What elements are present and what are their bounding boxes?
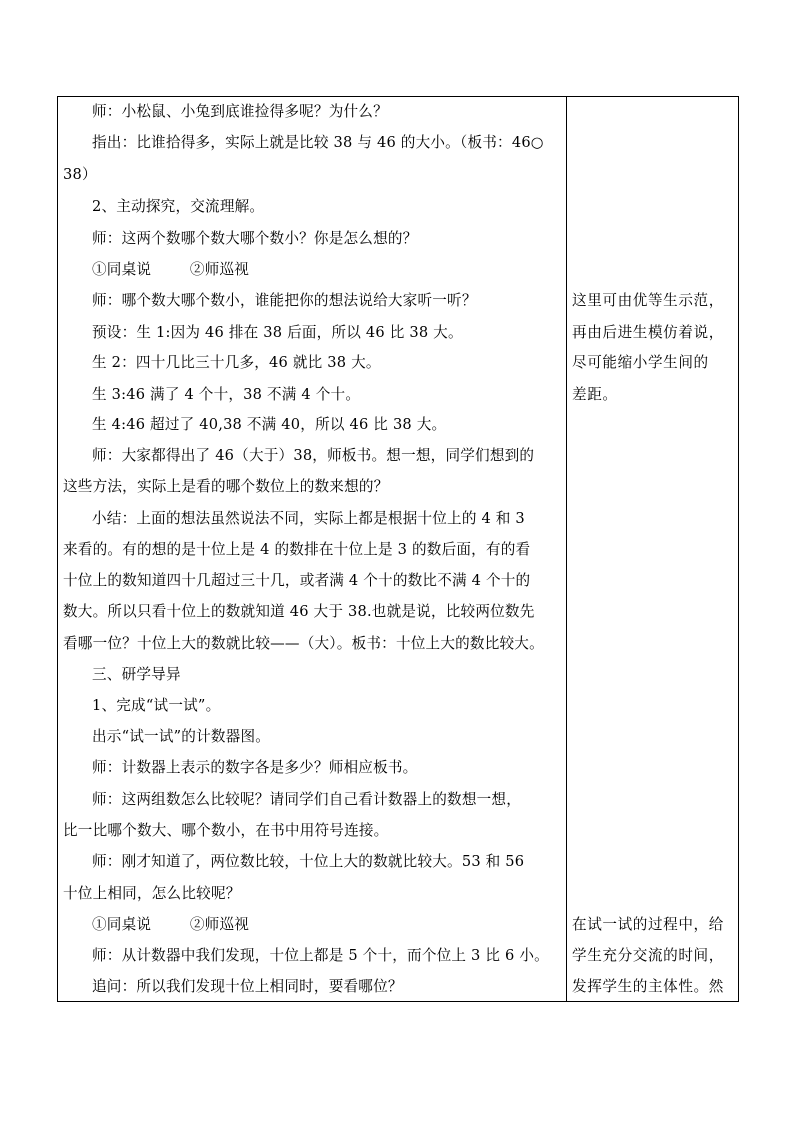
text-line: 2、主动探究，交流理解。 <box>92 198 265 215</box>
text-line: 十位上的数知道四十几超过三十几，或者满 4 个十的数比不满 4 个十的 <box>63 572 531 589</box>
note-line: 再由后进生模仿着说， <box>572 324 724 341</box>
text-line: 指出：比谁拾得多，实际上就是比较 38 与 46 的大小。（板书：46○ <box>92 134 544 151</box>
text-line: 师：哪个数大哪个数小，谁能把你的想法说给大家听一听？ <box>92 292 477 309</box>
column-divider <box>566 97 567 1001</box>
text-line: 来看的。有的想的是十位上是 4 的数排在十位上是 3 的数后面，有的看 <box>63 541 531 558</box>
note-line: 学生充分交流的时间， <box>572 947 724 964</box>
lesson-table <box>57 96 739 1002</box>
text-line: 预设：生 1:因为 46 排在 38 后面，所以 46 比 38 大。 <box>92 324 463 341</box>
note-line: 差距。 <box>572 386 618 403</box>
text-line: 师：计数器上表示的数字各是多少？师相应板书。 <box>92 759 418 776</box>
text-line: 生 3:46 满了 4 个十，38 不满 4 个十。 <box>92 386 361 403</box>
text-line: ①同桌说 ②师巡视 <box>92 261 250 278</box>
text-line: 师：小松鼠、小兔到底谁捡得多呢？为什么？ <box>92 103 388 120</box>
text-line: 十位上相同，怎么比较呢？ <box>63 885 241 902</box>
text-line: 38） <box>63 166 97 183</box>
text-line: 师：这两个数哪个数大哪个数小？你是怎么想的？ <box>92 230 418 247</box>
text-line: 看哪一位？十位上大的数就比较——（大）。板书：十位上大的数比较大。 <box>63 635 544 652</box>
text-line: ①同桌说 ②师巡视 <box>92 916 250 933</box>
text-line: 出示“试一试”的计数器图。 <box>92 728 271 745</box>
text-line: 师：从计数器中我们发现，十位上都是 5 个十，而个位上 3 比 6 小。 <box>92 947 549 964</box>
note-line: 尽可能缩小学生间的 <box>572 354 709 371</box>
text-line: 生 4:46 超过了 40,38 不满 40，所以 46 比 38 大。 <box>92 416 447 433</box>
text-line: 师：这两组数怎么比较呢？请同学们自己看计数器上的数想一想， <box>92 791 522 808</box>
text-line: 比一比哪个数大、哪个数小，在书中用符号连接。 <box>63 822 389 839</box>
text-line: 追问：所以我们发现十位上相同时，要看哪位？ <box>92 978 403 995</box>
text-line: 1、完成“试一试”。 <box>92 697 221 714</box>
section-heading: 三、研学导异 <box>92 666 181 683</box>
text-line: 小结：上面的想法虽然说法不同，实际上都是根据十位上的 4 和 3 <box>92 510 525 527</box>
text-line: 师：刚才知道了，两位数比较，十位上大的数就比较大。53 和 56 <box>92 853 525 870</box>
note-line: 发挥学生的主体性。然 <box>572 978 724 995</box>
text-line: 数大。所以只看十位上的数就知道 46 大于 38.也就是说，比较两位数先 <box>63 603 535 620</box>
note-line: 这里可由优等生示范， <box>572 292 724 309</box>
text-line: 师：大家都得出了 46（大于）38，师板书。想一想，同学们想到的 <box>92 447 535 464</box>
note-line: 在试一试的过程中，给 <box>572 916 724 933</box>
text-line: 这些方法，实际上是看的哪个数位上的数来想的？ <box>63 478 389 495</box>
text-line: 生 2：四十几比三十几多，46 就比 38 大。 <box>92 354 381 371</box>
